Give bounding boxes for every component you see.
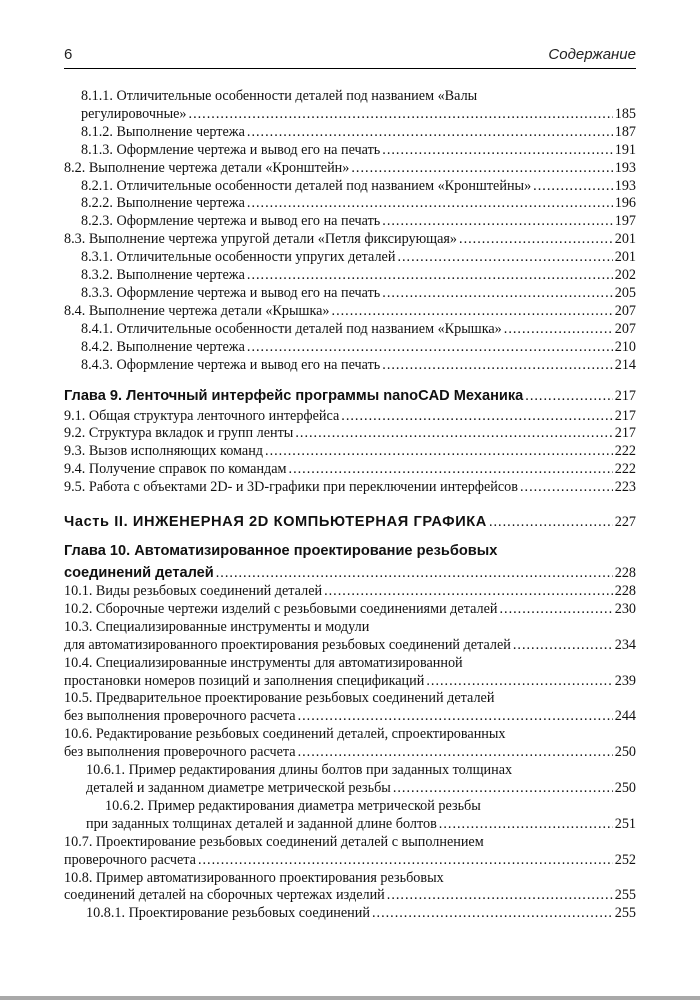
toc-entry[interactable]: 8.2.2. Выполнение чертежа ..... 196 <box>64 195 636 213</box>
page-number: 6 <box>64 46 73 63</box>
page-ref: 205 <box>614 284 636 301</box>
toc-entry[interactable]: 8.3.2. Выполнение чертежа ..... 202 <box>64 267 636 285</box>
page-ref: 255 <box>614 905 636 922</box>
page-ref: 234 <box>614 636 636 653</box>
page-ref: 196 <box>614 195 636 212</box>
page-ref: 251 <box>614 815 636 832</box>
page-ref: 202 <box>614 267 636 284</box>
toc-entry[interactable]: 8.4.3. Оформление чертежа и вывод его на печать ..... 214 <box>64 357 636 375</box>
page-ref: 228 <box>614 583 636 600</box>
page-ref: 187 <box>614 123 636 140</box>
toc-entry[interactable]: 9.2. Структура вкладок и групп ленты ..... 217 <box>64 425 636 443</box>
page-ref: 191 <box>614 141 636 158</box>
toc-entry[interactable]: 10.5. Предварительное проектирование резьбовых соединений деталей без выполнения проверочного расчета ..... 244 <box>64 690 636 726</box>
toc-entry[interactable]: 10.6.1. Пример редактирования длины болтов при заданных толщинах деталей и заданном диаметре метрической резьбы ..... 250 <box>64 762 636 798</box>
page-ref: 244 <box>614 708 636 725</box>
page-ref: 207 <box>614 302 636 319</box>
page-ref: 255 <box>614 887 636 904</box>
page-ref: 252 <box>614 851 636 868</box>
toc-entry[interactable]: 10.1. Виды резьбовых соединений деталей ..... 228 <box>64 583 636 601</box>
toc-entry[interactable]: 8.3.1. Отличительные особенности упругих деталей ..... 201 <box>64 249 636 267</box>
page-ref: 222 <box>614 443 636 460</box>
page-ref: 207 <box>614 320 636 337</box>
toc-entry[interactable]: 8.3.3. Оформление чертежа и вывод его на печать ..... 205 <box>64 285 636 303</box>
toc-entry[interactable]: 8.1.3. Оформление чертежа и вывод его на печать ..... 191 <box>64 142 636 160</box>
table-of-contents <box>64 88 636 923</box>
toc-entry[interactable]: 8.4. Выполнение чертежа детали «Крышка» ..... 207 <box>64 303 636 321</box>
toc-entry[interactable]: 8.1.1. Отличительные особенности деталей под названием «Валы регулировочные» ..... 185 <box>64 88 636 124</box>
toc-chapter-9[interactable]: Глава 9. Ленточный интерфейс программы nanoCAD Механика ..... 217 <box>64 387 636 406</box>
page-ref: 223 <box>614 479 636 496</box>
toc-entry[interactable]: 10.8.1. Проектирование резьбовых соединений ..... 255 <box>64 905 636 923</box>
toc-entry[interactable]: 9.4. Получение справок по командам ..... 222 <box>64 461 636 479</box>
page-ref: 222 <box>614 461 636 478</box>
toc-entry[interactable]: 10.4. Специализированные инструменты для автоматизированной простановки номеров позиций и заполнения спецификаций ..... 239 <box>64 655 636 691</box>
page-ref: 197 <box>614 213 636 230</box>
page-ref: 239 <box>614 672 636 689</box>
toc-entry[interactable]: 10.2. Сборочные чертежи изделий с резьбовыми соединениями деталей ..... 230 <box>64 601 636 619</box>
toc-chapter-10[interactable]: Глава 10. Автоматизированное проектирование резьбовых соединений деталей ..... 228 <box>64 542 636 583</box>
toc-entry[interactable]: 8.2. Выполнение чертежа детали «Кронштейн» ..... 193 <box>64 160 636 178</box>
page-ref: 217 <box>614 387 636 404</box>
page-ref: 228 <box>614 565 636 582</box>
toc-entry[interactable]: 10.8. Пример автоматизированного проектирования резьбовых соединений деталей на сборочных чертежах изделий ..... 255 <box>64 870 636 906</box>
page-ref: 230 <box>614 600 636 617</box>
toc-entry[interactable]: 8.4.2. Выполнение чертежа ..... 210 <box>64 339 636 357</box>
page-ref: 214 <box>614 356 636 373</box>
toc-entry[interactable]: 9.5. Работа с объектами 2D- и 3D-графики при переключении интерфейсов ..... 223 <box>64 479 636 497</box>
page-ref: 185 <box>614 105 636 122</box>
page-ref: 227 <box>614 514 636 531</box>
page-ref: 193 <box>614 159 636 176</box>
toc-part-2[interactable]: Часть II. ИНЖЕНЕРНАЯ 2D КОМПЬЮТЕРНАЯ ГРАФИКА ..... 227 <box>64 513 636 532</box>
toc-entry[interactable]: 8.3. Выполнение чертежа упругой детали «Петля фиксирующая» ..... 201 <box>64 231 636 249</box>
running-title: Содержание <box>548 46 636 63</box>
toc-entry[interactable]: 8.1.2. Выполнение чертежа ..... 187 <box>64 124 636 142</box>
page-ref: 217 <box>614 425 636 442</box>
page-ref: 250 <box>614 780 636 796</box>
toc-entry[interactable]: 10.6. Редактирование резьбовых соединений деталей, спроектированных без выполнения проверочного расчета ..... 250 <box>64 726 636 762</box>
page-bottom-edge <box>0 996 700 1000</box>
running-header <box>64 46 636 69</box>
page-ref: 217 <box>614 407 636 424</box>
page-ref: 201 <box>614 249 636 266</box>
page-ref: 193 <box>614 177 636 194</box>
toc-entry[interactable]: 8.4.1. Отличительные особенности деталей под названием «Крышка» ..... 207 <box>64 321 636 339</box>
toc-entry[interactable]: 10.6.2. Пример редактирования диаметра метрической резьбы при заданных толщинах деталей и заданной длине болтов ..... 251 <box>64 798 636 834</box>
toc-entry[interactable]: 10.3. Специализированные инструменты и модули для автоматизированного проектирования резьбовых соединений деталей ..... 234 <box>64 619 636 655</box>
toc-entry[interactable]: 9.3. Вызов исполняющих команд ..... 222 <box>64 443 636 461</box>
toc-entry[interactable]: 8.2.1. Отличительные особенности деталей под названием «Кронштейны» ..... 193 <box>64 178 636 196</box>
page-ref: 250 <box>614 744 636 761</box>
toc-entry[interactable]: 9.1. Общая структура ленточного интерфейса ..... 217 <box>64 408 636 426</box>
toc-entry[interactable]: 10.7. Проектирование резьбовых соединений деталей с выполнением проверочного расчета ..... 252 <box>64 834 636 870</box>
page-ref: 210 <box>614 338 636 355</box>
page-ref: 201 <box>614 231 636 248</box>
toc-entry[interactable]: 8.2.3. Оформление чертежа и вывод его на печать ..... 197 <box>64 213 636 231</box>
